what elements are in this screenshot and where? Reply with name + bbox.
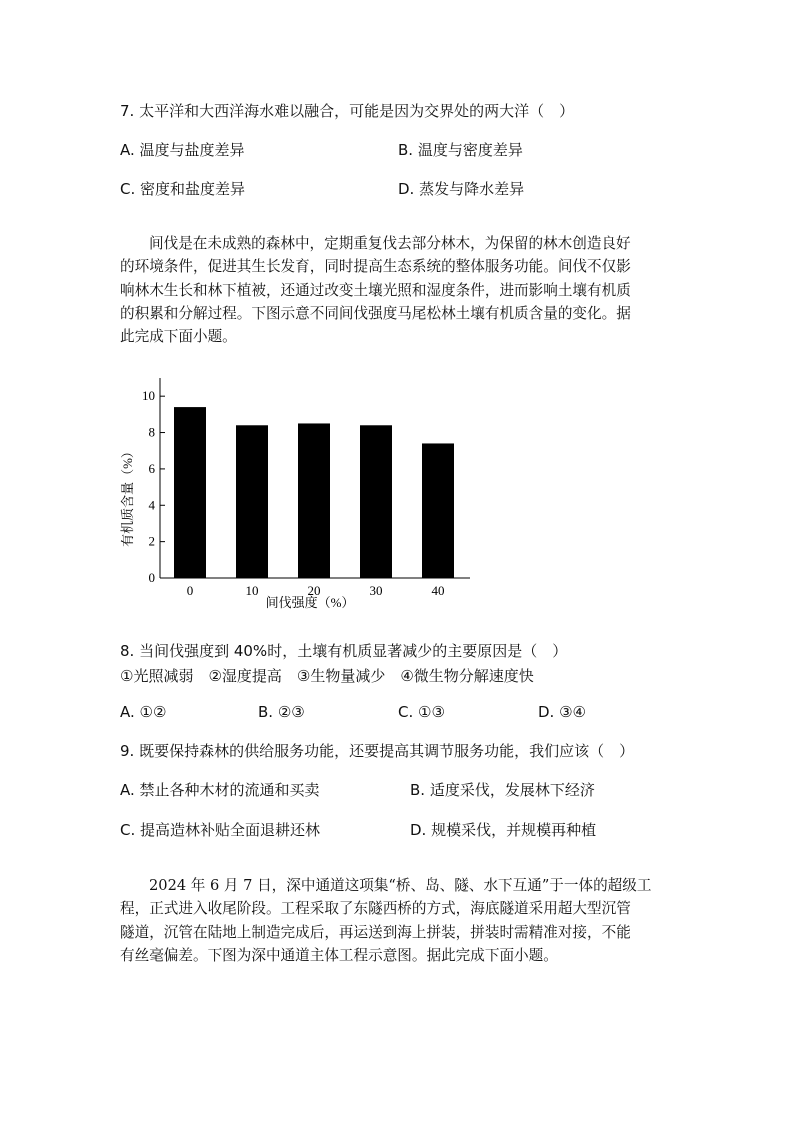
q8-stem: 8. 当间伐强度到 40%时，土壤有机质显著减少的主要原因是（ ） [120,642,568,660]
passage2-line: 2024 年 6 月 7 日，深中通道这项集“桥、岛、隧、水下互通”于一体的超级工 [149,877,652,894]
q9-option-b: B. 适度采伐，发展林下经济 [410,781,595,799]
x-tick-label: 0 [186,583,194,598]
passage-thinning [120,232,680,348]
passage1-line: 间伐是在未成熟的森林中，定期重复伐去部分林木，为保留的林木创造良好 [149,235,631,252]
q9-option-c: C. 提高造林补贴全面退耕还林 [120,821,321,839]
passage2-line: 有丝毫偏差。下图为深中通道主体工程示意图。据此完成下面小题。 [120,946,558,964]
q7-option-c: C. 密度和盐度差异 [120,180,246,198]
q9-stem: 9. 既要保持森林的供给服务功能，还要提高其调节服务功能，我们应该（ ） [120,742,635,760]
q7-option-b: B. 温度与密度差异 [398,141,523,159]
y-tick-label: 10 [142,388,155,404]
x-tick-label: 30 [369,583,383,598]
bar [298,423,330,578]
x-tick-label: 20 [307,583,321,598]
q8-option-c: C. ①③ [398,703,445,721]
passage1-line: 响林木生长和林下植被，还通过改变土壤光照和湿度条件，进而影响土壤有机质 [120,281,631,299]
bars [174,407,454,578]
passage2-line: 程，正式进入收尾阶段。工程采取了东隧西桥的方式，海底隧道采用超大型沉管 [120,900,631,918]
y-axis-label: 有机质含量（%） [120,445,135,547]
q8-option-d: D. ③④ [538,703,586,721]
bar [236,425,268,578]
passage1-line: 的环境条件，促进其生长发育，同时提高生态系统的整体服务功能。间伐不仅影 [120,258,631,276]
q9-option-a: A. 禁止各种木材的流通和买卖 [120,781,320,799]
passage2-line: 隧道，沉管在陆地上制造完成后，再运送到海上拼装，拼装时需精准对接，不能 [120,923,631,941]
y-tick-label: 0 [148,570,155,585]
y-tick-label: 4 [148,497,155,513]
q7-option-d: D. 蒸发与降水差异 [398,180,525,198]
y-ticks [142,388,165,585]
q7-stem: 7. 太平洋和大西洋海水难以融合，可能是因为交界处的两大洋（ ） [120,102,575,120]
bar [174,407,206,578]
y-tick-label: 2 [148,533,155,549]
passage-shenzhong [120,874,680,967]
q8-factors: ①光照减弱 ②湿度提高 ③生物量减少 ④微生物分解速度快 [120,667,534,685]
passage1-line: 的积累和分解过程。下图示意不同间伐强度马尾松林土壤有机质含量的变化。据 [120,304,631,322]
x-tick-label: 10 [245,583,259,598]
q9-option-d: D. 规模采伐，并规模再种植 [410,821,597,839]
passage1-line: 此完成下面小题。 [120,328,237,346]
y-tick-label: 8 [148,424,155,440]
organic-matter-bar-chart [110,372,490,622]
x-tick-label: 40 [431,583,445,598]
x-axis-label: 间伐强度（%） [265,595,355,610]
q8-option-a: A. ①② [120,703,167,721]
bar [422,443,454,578]
bar [360,425,392,578]
y-tick-label: 6 [148,460,155,476]
q8-option-b: B. ②③ [258,703,305,721]
q7-option-a: A. 温度与盐度差异 [120,141,245,159]
